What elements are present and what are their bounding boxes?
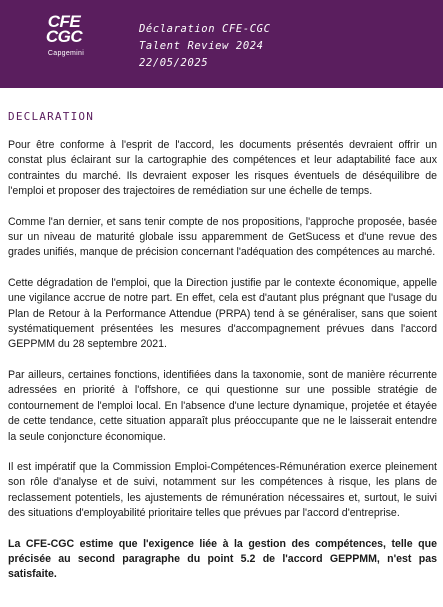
logo-subtitle: Capgemini [47,50,85,57]
declaration-body [8,138,437,583]
logo-mark: CFE CGC [45,12,83,46]
paragraph: Comme l'an dernier, et sans tenir compte de nos propositions, l'approche proposée, basée sur un niveau de maturité globale issu apparemment de GetSucess et d'une revue des grades unifiés, manque de précision concernant l'adéquation des compétences au marché. [8,215,437,259]
header-date: 22/05/2025 [139,57,209,69]
header-subtitle: Talent Review 2024 [139,40,264,52]
conclusion-paragraph: La CFE-CGC estime que l'exigence liée à la gestion des compétences, telle que précisée au second paragraphe du point 5.2 de l'accord GEPPMM, n'est pas satisfaite. [8,537,437,581]
paragraph: Par ailleurs, certaines fonctions, identifiées dans la taxonomie, sont de manière récurrente adressées en priorité à l'offshore, ce qui questionne sur une possible stratégie de contournement de l'emploi local. En l'absence d'une lecture dynamique, projetée et étayée de cette tendance, cette situation apparaît plus préoccupante que ne le laisserait entendre la seule conjoncture économique. [8,368,437,443]
header-title: Déclaration CFE-CGC [139,23,271,35]
paragraph: Cette dégradation de l'emploi, que la Direction justifie par le contexte économique, appelle une vigilance accrue de notre part. En effet, cela est d'autant plus prégnant que l'usage du Plan de Retour à la Performance Attendue (PRPA) tend à se généraliser, sans que soient systématiquement présentées les mesures d'accompagnement prévues dans l'accord GEPPMM du 28 septembre 2021. [8,276,437,351]
paragraph: Il est impératif que la Commission Emploi-Compétences-Rémunération exerce pleinement son rôle d'analyse et de suivi, notamment sur les compétences à risque, les plans de reclassement potentiels, les ajustements de rémunération nécessaires et, surtout, le suivi des situations d'employabilité prioritaire telles que prévues par l'accord d'entreprise. [8,460,437,520]
header-banner [0,0,443,88]
paragraph: Pour être conforme à l'esprit de l'accord, les documents présentés devraient offrir un constat plus éclairant sur la cartographie des compétences et leur adaptabilité face aux contraintes du marché. Ils devraient exposer les risques éventuels de déséquilibre de l'emploi et proposer des trajectoires de remédiation sur une échelle de temps. [8,139,437,198]
cfe-cgc-logo [34,14,98,76]
section-title: DECLARATION [8,110,95,123]
header-text [139,21,271,72]
